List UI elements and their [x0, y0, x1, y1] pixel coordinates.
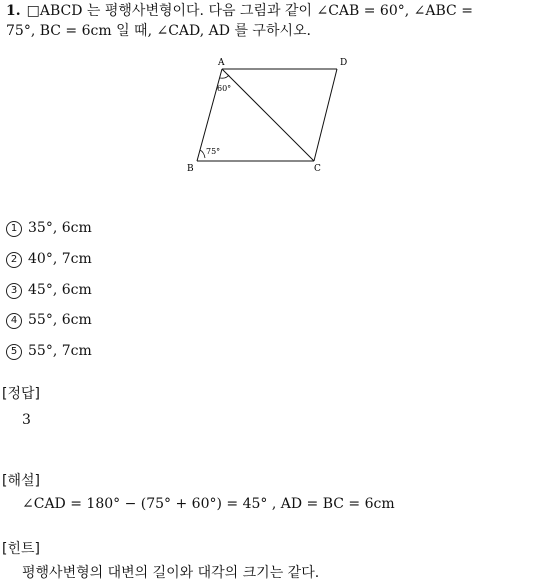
choice-marker-2: 2: [6, 252, 22, 268]
question-line-2: 75°, BC = 6cm 일 때, ∠CAD, AD 를 구하시오.: [6, 23, 311, 39]
question-line-1: [6, 0, 473, 20]
choice-2[interactable]: [6, 251, 92, 268]
choice-5[interactable]: [6, 343, 92, 360]
choice-marker-3: 3: [6, 283, 22, 299]
label-c: C: [314, 164, 321, 174]
choice-marker-4: 4: [6, 313, 22, 329]
choice-text-5: 55°, 7cm: [28, 343, 92, 359]
hint-label: [힌트]: [2, 541, 40, 557]
angle-arc-a: [220, 75, 229, 78]
parallelogram-figure: [180, 52, 360, 178]
diagonal-ac: [222, 69, 314, 161]
choice-text-4: 55°, 6cm: [28, 312, 92, 328]
answer-value: 3: [22, 412, 31, 428]
hint-text: 평행사변형의 대변의 길이와 대각의 크기는 같다.: [22, 565, 320, 581]
choice-text-1: 35°, 6cm: [28, 220, 92, 236]
label-a: A: [218, 58, 225, 68]
question-number: 1.: [6, 3, 21, 19]
choice-marker-5: 5: [6, 344, 22, 360]
choice-text-3: 45°, 6cm: [28, 282, 92, 298]
explanation-text: ∠CAD = 180° − (75° + 60°) = 45° , AD = BC = 6cm: [22, 496, 395, 512]
answer-label: [정답]: [2, 386, 40, 402]
question-text-1: □ABCD 는 평행사변형이다. 다음 그림과 같이 ∠CAB = 60°, ∠ABC =: [26, 3, 473, 19]
angle-label-b: 75°: [206, 147, 221, 156]
choice-4[interactable]: [6, 312, 92, 329]
choice-3[interactable]: [6, 282, 92, 299]
explanation-label: [해설]: [2, 473, 40, 489]
angle-arc-b: [200, 150, 205, 158]
choice-1[interactable]: [6, 220, 92, 237]
label-d: D: [340, 58, 348, 68]
angle-label-a: 60°: [217, 84, 232, 93]
side-cd: [314, 69, 337, 161]
choice-marker-1: 1: [6, 221, 22, 237]
choice-text-2: 40°, 7cm: [28, 251, 92, 267]
label-b: B: [187, 164, 194, 174]
